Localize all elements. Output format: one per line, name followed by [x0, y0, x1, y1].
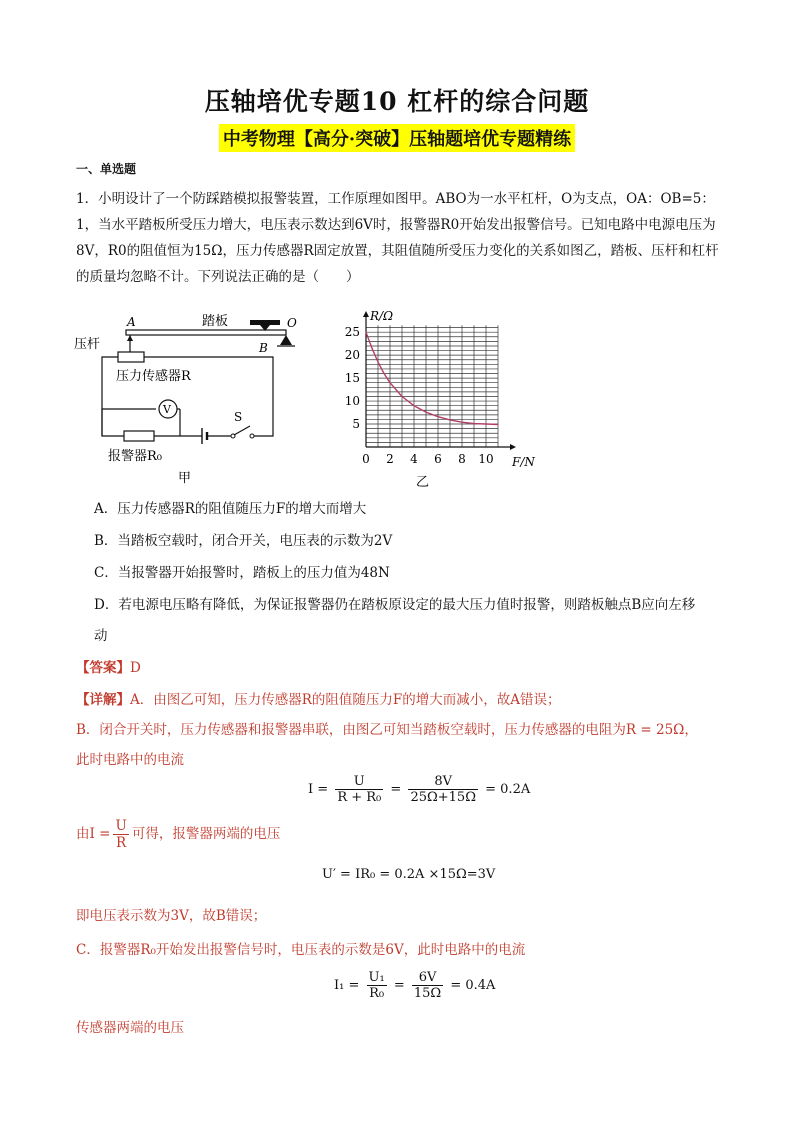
- detail-b-line2: 此时电路中的电流: [76, 752, 184, 768]
- f1-frac1: [335, 774, 383, 805]
- from-prefix: 由: [76, 826, 90, 842]
- x-tick-label: 4: [410, 452, 418, 466]
- chart-grid: [366, 325, 498, 447]
- derivation-line: [76, 818, 280, 851]
- x-tick-label: 6: [434, 452, 442, 466]
- section-heading: 一、单选题: [76, 162, 137, 176]
- lever-bar: [126, 330, 286, 335]
- series-point: [413, 405, 414, 406]
- y-tick-label: 15: [344, 371, 360, 386]
- label-sensor: 压力传感器R: [116, 369, 191, 384]
- series-point: [377, 361, 378, 362]
- f3-den1: R₀: [369, 986, 385, 1001]
- figure-graph: [336, 306, 546, 491]
- f1-num1: U: [335, 774, 383, 790]
- f1-lhs: I =: [308, 782, 329, 797]
- detail-c-line: C．报警器R₀开始发出报警信号时，电压表的示数是6V，此时电路中的电流: [76, 942, 526, 958]
- series-point: [383, 373, 384, 374]
- subtitle-row: [0, 124, 794, 152]
- series-point: [449, 419, 450, 420]
- y-tick-label: 5: [352, 417, 360, 432]
- x-axis-arrow: [510, 444, 516, 450]
- from-den: R: [116, 835, 127, 851]
- option-d-continued: 动: [94, 628, 108, 644]
- pivot-triangle: [280, 335, 292, 345]
- option-d: D．若电源电压略有降低，为保证报警器仍在踏板原设定的最大压力值时报警，则踏板触点B应向左移: [94, 597, 696, 613]
- x-tick-label: 2: [386, 452, 394, 466]
- f3-lhs: I₁ =: [334, 978, 360, 993]
- alarm-resistor: [124, 431, 154, 441]
- y-tick-label: 20: [344, 348, 360, 363]
- detail-b-line: B．闭合开关时，压力传感器和报警器串联，由图乙可知当踏板空载时，压力传感器的电阻为R = 25Ω，: [76, 722, 698, 738]
- f1-rhs: = 0.2A: [485, 782, 531, 797]
- f1-num2: 8V: [408, 774, 478, 790]
- option-c: C．当报警器开始报警时，踏板上的压力值为48N: [94, 565, 390, 581]
- question-body: 小明设计了一个防踩踏模拟报警装置，工作原理如图甲。ABO为一水平杠杆，O为支点，OA：OB=5：1，当水平踏板所受压力增大，电压表示数达到6V时，报警器R0开始发出报警信号。已知电路中电源电压为8V，R0的阻值恒为15Ω，压力传感器R固定放置，其阻值随所受压力变化的关系如图乙，踏板、压杆和杠杆的质量均忽略不计。下列说法正确的是（ ）: [76, 191, 719, 285]
- series-point: [389, 382, 390, 383]
- series-point: [425, 411, 426, 412]
- series-point: [437, 416, 438, 417]
- label-press-rod: 压杆: [74, 337, 101, 352]
- option-a: A．压力传感器R的阻值随压力F的增大而增大: [94, 501, 367, 517]
- series-point: [485, 423, 486, 424]
- figure-circuit: [74, 308, 334, 493]
- from-num: U: [115, 818, 127, 834]
- label-O: O: [287, 316, 297, 330]
- question-number: 1．: [76, 191, 99, 207]
- answer-value: D: [130, 660, 141, 676]
- formula-current-empty: [308, 774, 530, 805]
- pedal-plate: [250, 320, 280, 325]
- switch-contact: [250, 434, 254, 438]
- sensor-resistor: [118, 352, 144, 362]
- detail-label: 【详解】: [76, 692, 130, 708]
- formula-current-alarm: [334, 970, 495, 1001]
- f3-rhs: = 0.4A: [450, 978, 496, 993]
- y-axis-arrow: [363, 311, 369, 317]
- x-tick-label: 8: [458, 452, 466, 466]
- label-alarm: 报警器R₀: [108, 449, 162, 464]
- answer-line: [76, 656, 141, 676]
- f1-frac2: [408, 774, 478, 805]
- series-point: [401, 396, 402, 397]
- series-point: [497, 424, 498, 425]
- x-tick-label: 0: [362, 452, 370, 466]
- chart-xlabel: F/N: [512, 455, 535, 469]
- voltmeter-label: V: [163, 403, 171, 416]
- series-point: [461, 422, 462, 423]
- f3-eq: =: [393, 978, 405, 993]
- from-lhs: I =: [89, 826, 111, 842]
- chart-ylabel: R/Ω: [370, 309, 394, 323]
- f3-num2: 6V: [412, 970, 443, 986]
- series-point: [371, 348, 372, 349]
- page-title: 压轴培优专题10 杠杆的综合问题: [204, 87, 590, 116]
- option-b: B．当踏板空载时，闭合开关，电压表的示数为2V: [94, 533, 393, 549]
- question-text: [76, 186, 726, 290]
- label-B: B: [259, 341, 268, 355]
- from-frac: [113, 818, 128, 851]
- detail-a-line: [76, 688, 561, 708]
- series-point: [365, 332, 366, 333]
- formula-alarm-voltage: U′ = IR₀ = 0.2A ×15Ω=3V: [322, 867, 496, 882]
- switch-blade: [234, 426, 250, 435]
- x-tick-label: 10: [478, 452, 494, 466]
- caption-yi: 乙: [416, 475, 430, 490]
- label-A: A: [127, 315, 136, 329]
- detail-a-text: A．由图乙可知，压力传感器R的阻值随压力F的增大而减小，故A错误；: [130, 692, 561, 708]
- y-tick-label: 10: [344, 394, 360, 409]
- y-tick-label: 25: [344, 325, 360, 340]
- label-pedal: 踏板: [202, 314, 229, 329]
- f3-frac1: [367, 970, 387, 1001]
- from-suffix: 可得，报警器两端的电压: [131, 826, 281, 842]
- caption-jia: 甲: [178, 471, 192, 486]
- answer-label: 【答案】: [76, 660, 130, 676]
- f3-den2: 15Ω: [413, 986, 442, 1001]
- detail-b-conclusion: 即电压表示数为3V，故B错误；: [76, 908, 267, 924]
- detail-sensor-voltage: 传感器两端的电压: [76, 1020, 184, 1036]
- f3-frac2: [412, 970, 443, 1001]
- label-switch: S: [234, 410, 243, 424]
- f1-den1: R + R₀: [337, 790, 382, 805]
- f1-den2: 25Ω+15Ω: [410, 790, 476, 805]
- f3-num1: U₁: [368, 970, 385, 985]
- page-subtitle: 中考物理【高分·突破】压轴题培优专题精练: [219, 124, 575, 152]
- f1-eq: =: [390, 782, 402, 797]
- press-rod-arrow: [127, 335, 133, 341]
- series-point: [473, 423, 474, 424]
